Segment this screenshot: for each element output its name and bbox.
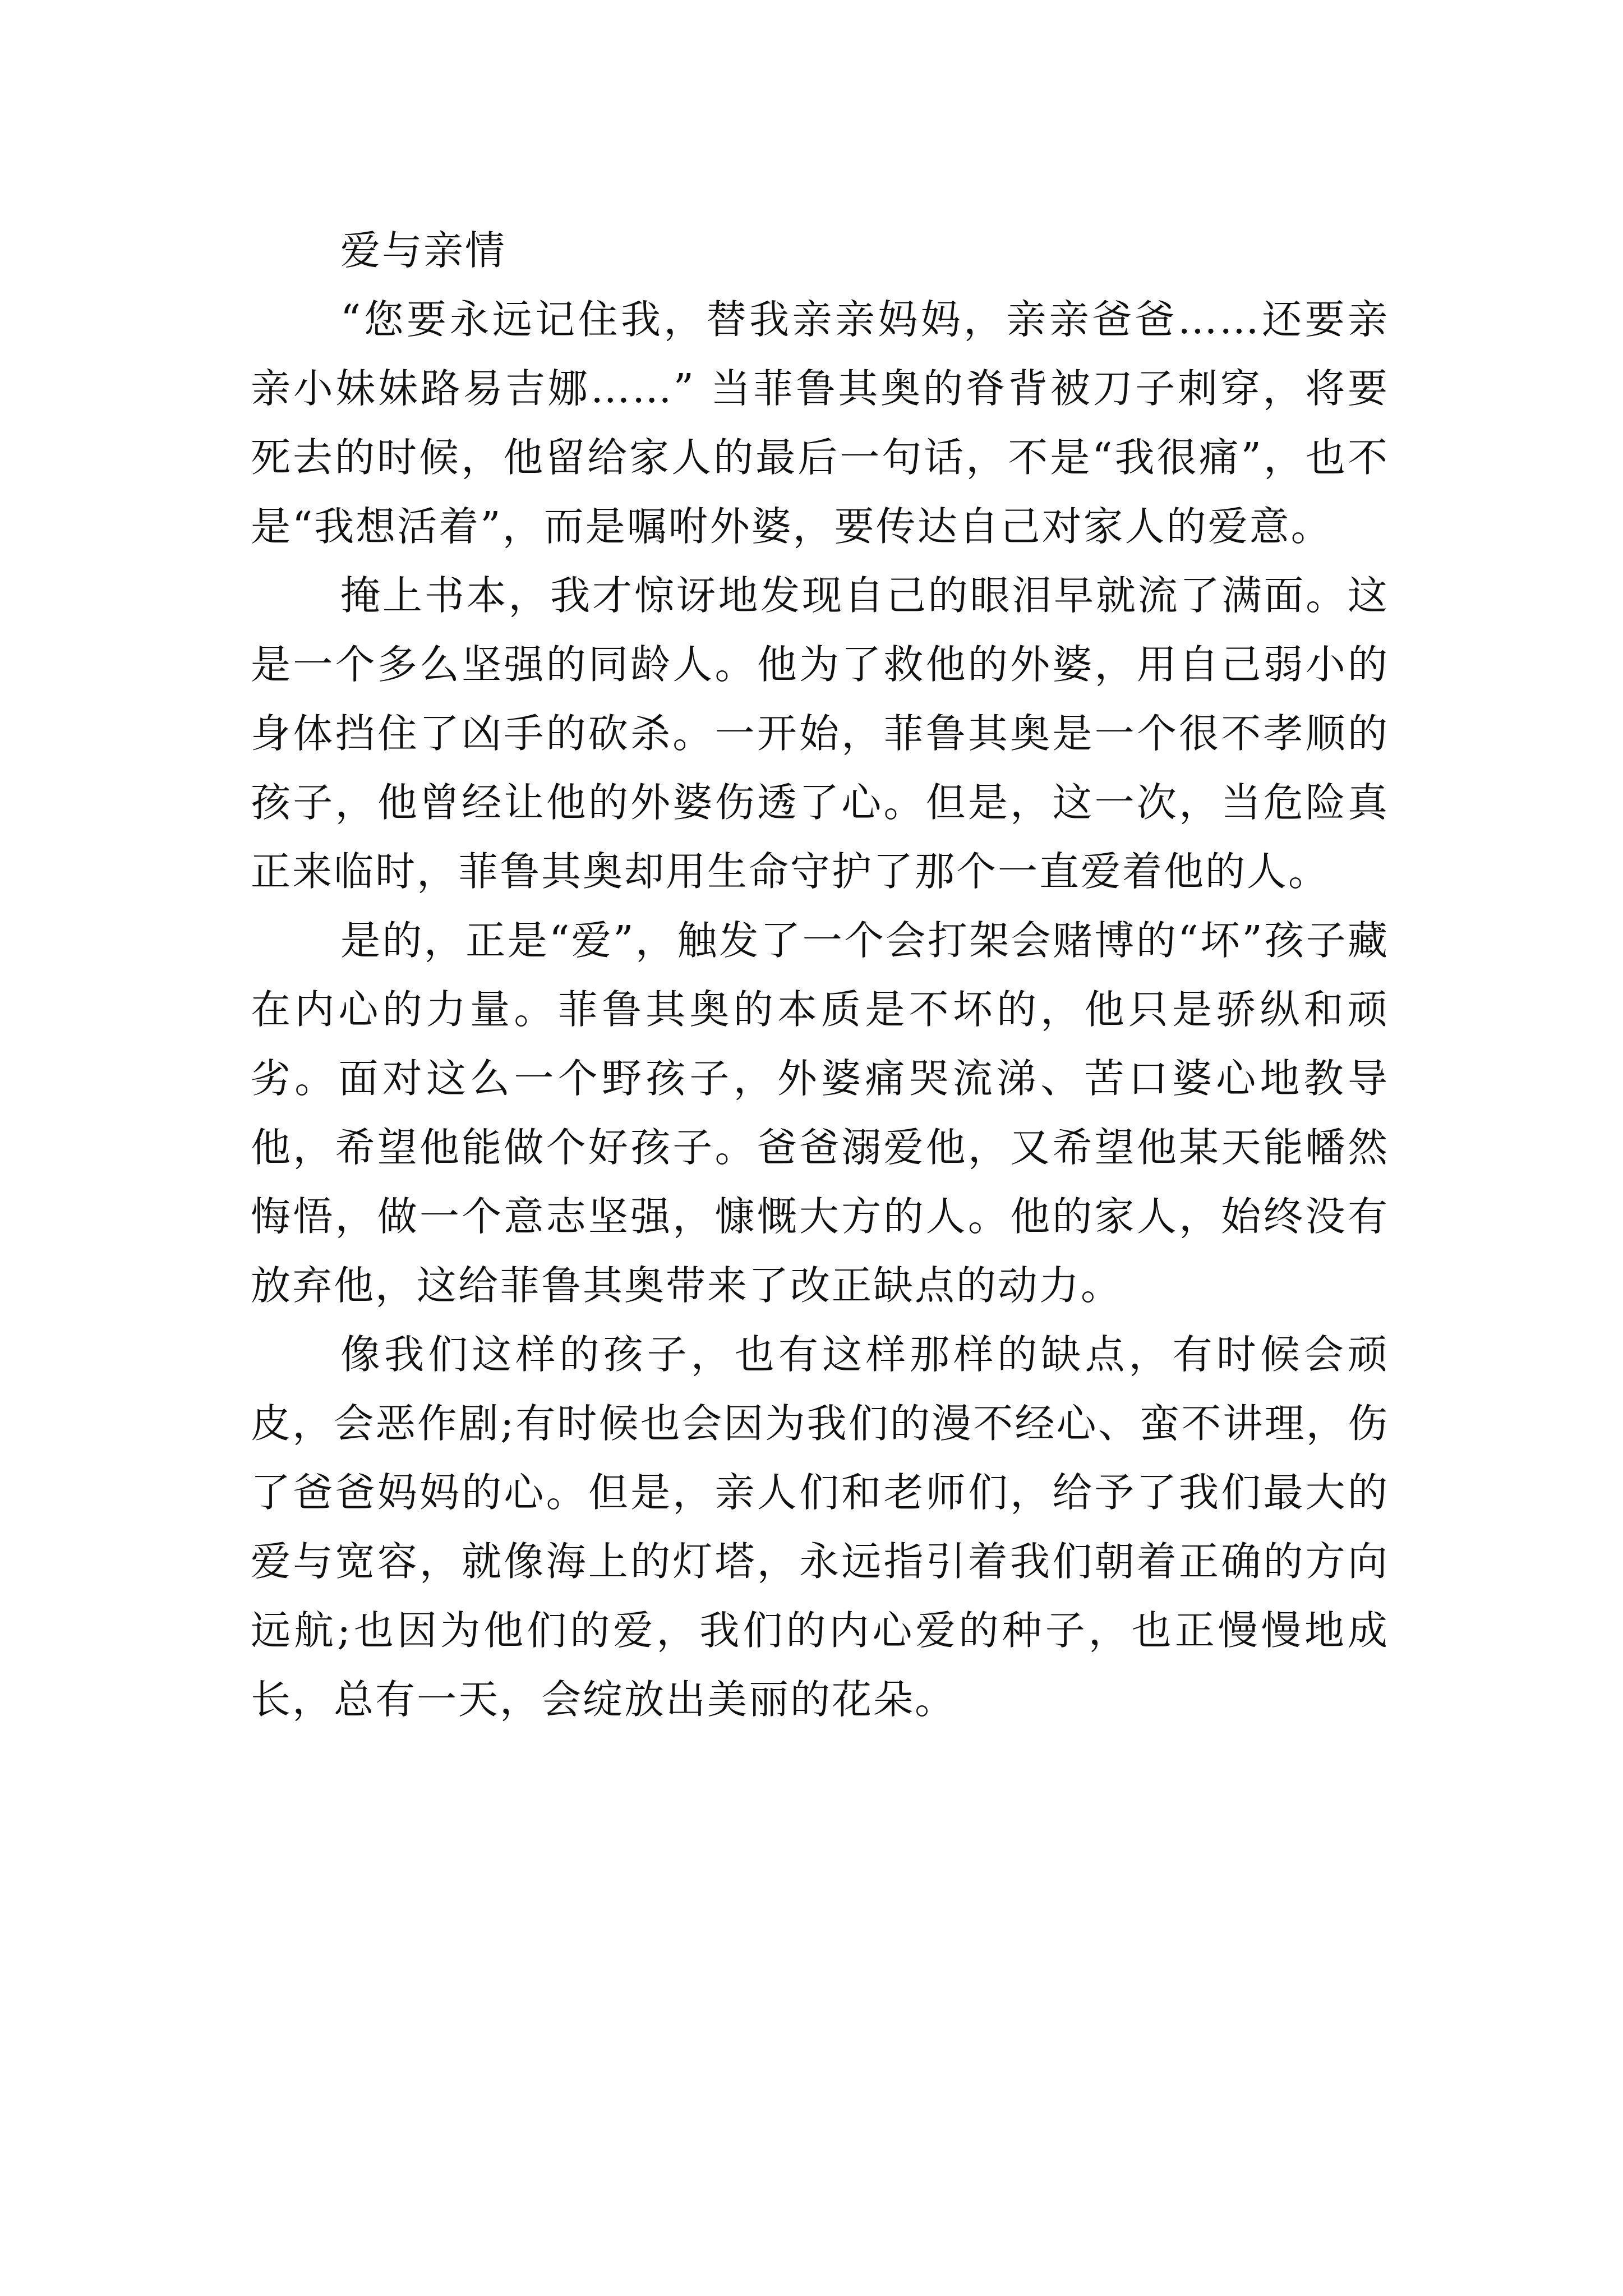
paragraph-1: “您要永远记住我，替我亲亲妈妈，亲亲爸爸……还要亲亲小妹妹路易吉娜……” 当菲鲁其奥的脊背被刀子刺穿，将要死去的时候，他留给家人的最后一句话，不是“我很痛”，也不是“我想活着”，而是嘱咐外婆，要传达自己对家人的爱意。 [251, 296, 1389, 550]
paragraph-4: 像我们这样的孩子，也有这样那样的缺点，有时候会顽皮，会恶作剧;有时候也会因为我们的漫不经心、蛮不讲理，伤了爸爸妈妈的心。但是，亲人们和老师们，给予了我们最大的爱与宽容，就像海上的灯塔，永远指引着我们朝着正确的方向远航;也因为他们的爱，我们的内心爱的种子，也正慢慢地成长，总有一天，会绽放出美丽的花朵。 [251, 1331, 1389, 1723]
paragraph-2: 掩上书本，我才惊讶地发现自己的眼泪早就流了满面。这是一个多么坚强的同龄人。他为了救他的外婆，用自己弱小的身体挡住了凶手的砍杀。一开始，菲鲁其奥是一个很不孝顺的孩子，他曾经让他的外婆伤透了心。但是，这一次，当危险真正来临时，菲鲁其奥却用生命守护了那个一直爱着他的人。 [251, 572, 1389, 895]
paragraph-3: 是的，正是“爱”，触发了一个会打架会赌博的“坏”孩子藏在内心的力量。菲鲁其奥的本质是不坏的，他只是骄纵和顽劣。面对这么一个野孩子，外婆痛哭流涕、苦口婆心地教导他，希望他能做个好孩子。爸爸溺爱他，又希望他某天能幡然悔悟，做一个意志坚强，慷慨大方的人。他的家人，始终没有放弃他，这给菲鲁其奥带来了改正缺点的动力。 [251, 917, 1389, 1309]
essay-body [251, 216, 1389, 1734]
essay-title: 爱与亲情 [340, 227, 507, 274]
